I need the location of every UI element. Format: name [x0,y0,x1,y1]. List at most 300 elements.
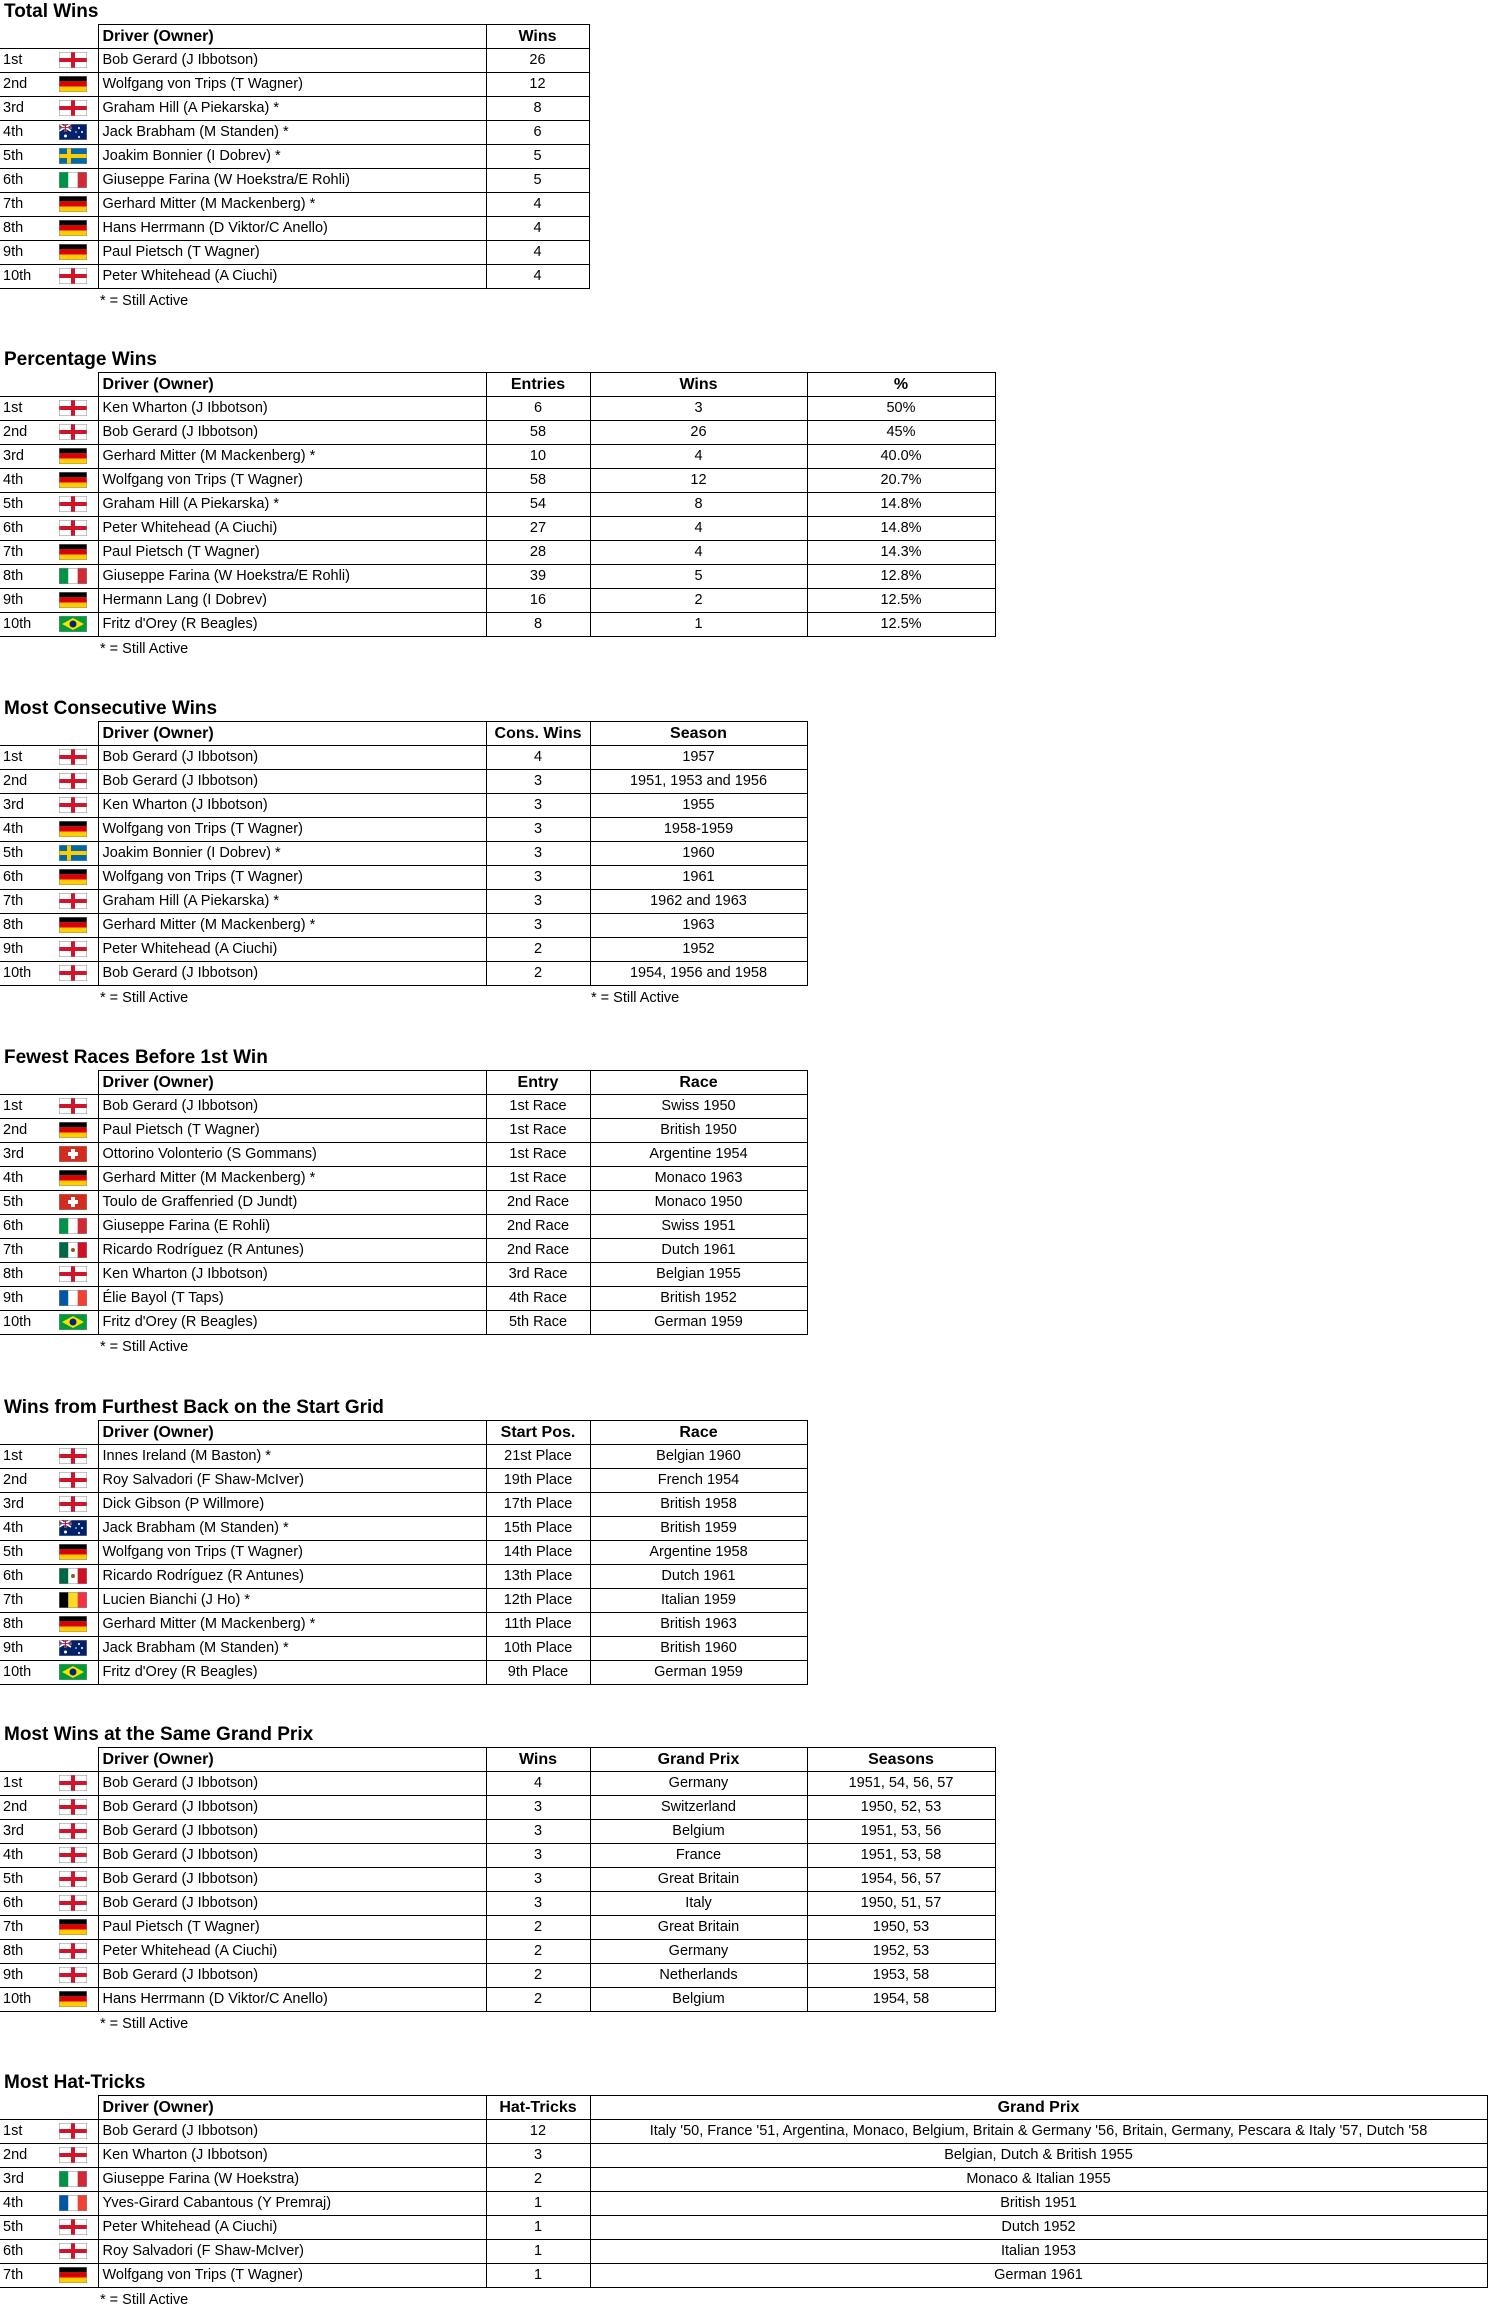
value-cell-wins: 3 [486,1820,590,1844]
value-cell-wins: 3 [590,397,807,421]
table-row [0,1772,995,1796]
position-cell: 5th [0,1191,49,1215]
value-cell-wins: 2 [486,1988,590,2012]
table-row [0,397,995,421]
value-cell-race: British 1959 [590,1517,807,1541]
value-cell-: 45% [807,421,995,445]
header-row [0,1421,807,1445]
italy-flag-icon [49,2168,98,2192]
germany-flag-icon [49,914,98,938]
table-row [0,2168,1487,2192]
driver-cell: Bob Gerard (J Ibbotson) [98,1964,486,1988]
driver-cell: Bob Gerard (J Ibbotson) [98,1868,486,1892]
england-flag-icon [49,794,98,818]
position-cell: 10th [0,962,49,986]
position-cell: 1st [0,746,49,770]
value-cell-wins: 2 [486,1940,590,1964]
germany-flag-icon [49,866,98,890]
value-cell-season: 1962 and 1963 [590,890,807,914]
table-row [0,866,807,890]
value-cell-start-pos: 11th Place [486,1613,590,1637]
england-flag-icon [49,1892,98,1916]
column-header-entries: Entries [486,373,590,397]
driver-cell: Bob Gerard (J Ibbotson) [98,421,486,445]
position-cell: 1st [0,49,49,73]
value-cell-seasons: 1952, 53 [807,1940,995,1964]
driver-cell: Wolfgang von Trips (T Wagner) [98,818,486,842]
value-cell-entries: 58 [486,421,590,445]
column-header-wins: Wins [486,1748,590,1772]
value-cell-wins: 5 [486,145,589,169]
value-cell-start-pos: 21st Place [486,1445,590,1469]
driver-cell: Peter Whitehead (A Ciuchi) [98,517,486,541]
header-blank [0,1421,98,1445]
column-header-driver-owner: Driver (Owner) [98,722,486,746]
table-row [0,1820,995,1844]
table-row [0,265,589,289]
column-header-driver-owner: Driver (Owner) [98,2096,486,2120]
value-cell-race: Belgian 1960 [590,1445,807,1469]
value-cell-seasons: 1950, 52, 53 [807,1796,995,1820]
position-cell: 3rd [0,1493,49,1517]
value-cell-wins: 8 [590,493,807,517]
table-row [0,1119,807,1143]
driver-cell: Bob Gerard (J Ibbotson) [98,1820,486,1844]
australia-flag-icon [49,121,98,145]
value-cell-: 12.5% [807,589,995,613]
position-cell: 7th [0,541,49,565]
driver-cell: Paul Pietsch (T Wagner) [98,1119,486,1143]
driver-cell: Giuseppe Farina (W Hoekstra) [98,2168,486,2192]
value-cell-race: German 1959 [590,1661,807,1685]
position-cell: 5th [0,493,49,517]
table-row [0,2144,1487,2168]
value-cell-start-pos: 19th Place [486,1469,590,1493]
australia-flag-icon [49,1637,98,1661]
switzerland-flag-icon [49,1191,98,1215]
driver-cell: Ken Wharton (J Ibbotson) [98,794,486,818]
section-fewest-races-before-1st-win [0,1046,807,1359]
column-header-wins: Wins [590,373,807,397]
header-blank [0,1071,98,1095]
value-cell-entry: 2nd Race [486,1215,590,1239]
driver-cell: Roy Salvadori (F Shaw-McIver) [98,2240,486,2264]
france-flag-icon [49,2192,98,2216]
table-row [0,1868,995,1892]
value-cell-cons-wins: 4 [486,746,590,770]
position-cell: 3rd [0,1143,49,1167]
germany-flag-icon [49,217,98,241]
position-cell: 7th [0,1239,49,1263]
driver-cell: Paul Pietsch (T Wagner) [98,1916,486,1940]
value-cell-grand-prix: Great Britain [590,1868,807,1892]
value-cell-hat-tricks: 12 [486,2120,590,2144]
germany-flag-icon [49,1541,98,1565]
value-cell-race: British 1952 [590,1287,807,1311]
section-percentage-wins [0,348,995,661]
position-cell: 10th [0,265,49,289]
driver-cell: Ottorino Volonterio (S Gommans) [98,1143,486,1167]
stats-table [0,24,590,289]
position-cell: 2nd [0,770,49,794]
value-cell-hat-tricks: 2 [486,2168,590,2192]
position-cell: 4th [0,121,49,145]
table-row [0,1095,807,1119]
value-cell-grand-prix: German 1961 [590,2264,1487,2288]
value-cell-grand-prix: Belgian, Dutch & British 1955 [590,2144,1487,2168]
value-cell-race: Monaco 1950 [590,1191,807,1215]
france-flag-icon [49,1287,98,1311]
england-flag-icon [49,2216,98,2240]
driver-cell: Wolfgang von Trips (T Wagner) [98,866,486,890]
value-cell-start-pos: 12th Place [486,1589,590,1613]
table-row [0,1311,807,1335]
table-row [0,914,807,938]
section-title: Most Hat-Tricks [4,2072,146,2093]
table-row [0,1565,807,1589]
germany-flag-icon [49,818,98,842]
driver-cell: Giuseppe Farina (E Rohli) [98,1215,486,1239]
value-cell-season: 1960 [590,842,807,866]
england-flag-icon [49,746,98,770]
position-cell: 2nd [0,1796,49,1820]
still-active-note: * = Still Active [591,990,680,1006]
value-cell-: 12.5% [807,613,995,637]
position-cell: 7th [0,890,49,914]
value-cell-season: 1954, 1956 and 1958 [590,962,807,986]
england-flag-icon [49,1095,98,1119]
value-cell-hat-tricks: 1 [486,2192,590,2216]
england-flag-icon [49,97,98,121]
position-cell: 5th [0,2216,49,2240]
value-cell-wins: 5 [590,565,807,589]
column-header-wins: Wins [486,25,589,49]
brazil-flag-icon [49,1661,98,1685]
value-cell-entries: 27 [486,517,590,541]
column-header-driver-owner: Driver (Owner) [98,373,486,397]
still-active-note: * = Still Active [100,2016,189,2032]
header-row [0,722,807,746]
position-cell: 4th [0,1167,49,1191]
value-cell-seasons: 1954, 56, 57 [807,1868,995,1892]
position-cell: 5th [0,842,49,866]
value-cell-season: 1963 [590,914,807,938]
italy-flag-icon [49,1215,98,1239]
table-row [0,770,807,794]
table-row [0,818,807,842]
position-cell: 8th [0,1263,49,1287]
driver-cell: Jack Brabham (M Standen) * [98,1517,486,1541]
header-row [0,1748,995,1772]
driver-cell: Bob Gerard (J Ibbotson) [98,770,486,794]
header-row [0,1071,807,1095]
table-row [0,565,995,589]
value-cell-: 14.3% [807,541,995,565]
table-row [0,2240,1487,2264]
value-cell-wins: 4 [486,265,589,289]
driver-cell: Roy Salvadori (F Shaw-McIver) [98,1469,486,1493]
position-cell: 2nd [0,73,49,97]
germany-flag-icon [49,1167,98,1191]
table-row [0,589,995,613]
value-cell-season: 1952 [590,938,807,962]
value-cell-entries: 54 [486,493,590,517]
value-cell-entry: 4th Race [486,1287,590,1311]
value-cell-start-pos: 15th Place [486,1517,590,1541]
driver-cell: Ken Wharton (J Ibbotson) [98,2144,486,2168]
value-cell-season: 1961 [590,866,807,890]
driver-cell: Giuseppe Farina (W Hoekstra/E Rohli) [98,565,486,589]
value-cell-start-pos: 14th Place [486,1541,590,1565]
england-flag-icon [49,49,98,73]
table-row [0,1493,807,1517]
position-cell: 3rd [0,2168,49,2192]
value-cell-start-pos: 9th Place [486,1661,590,1685]
driver-cell: Bob Gerard (J Ibbotson) [98,49,486,73]
mexico-flag-icon [49,1565,98,1589]
value-cell-hat-tricks: 3 [486,2144,590,2168]
header-row [0,25,589,49]
driver-cell: Bob Gerard (J Ibbotson) [98,746,486,770]
value-cell-hat-tricks: 1 [486,2216,590,2240]
value-cell-race: Swiss 1950 [590,1095,807,1119]
value-cell-entry: 2nd Race [486,1191,590,1215]
header-blank [0,373,98,397]
value-cell-seasons: 1951, 53, 56 [807,1820,995,1844]
position-cell: 7th [0,1589,49,1613]
table-row [0,746,807,770]
driver-cell: Peter Whitehead (A Ciuchi) [98,265,486,289]
driver-cell: Graham Hill (A Piekarska) * [98,890,486,914]
driver-cell: Wolfgang von Trips (T Wagner) [98,469,486,493]
table-row [0,145,589,169]
section-most-wins-at-the-same-grand-prix [0,1723,995,2036]
value-cell-season: 1951, 1953 and 1956 [590,770,807,794]
position-cell: 3rd [0,97,49,121]
driver-cell: Toulo de Graffenried (D Jundt) [98,1191,486,1215]
driver-cell: Lucien Bianchi (J Ho) * [98,1589,486,1613]
table-row [0,613,995,637]
table-row [0,97,589,121]
value-cell-grand-prix: Dutch 1952 [590,2216,1487,2240]
value-cell-grand-prix: Italy [590,1892,807,1916]
position-cell: 3rd [0,1820,49,1844]
position-cell: 4th [0,818,49,842]
stats-table [0,1747,996,2012]
table-row [0,1964,995,1988]
driver-cell: Fritz d'Orey (R Beagles) [98,1311,486,1335]
column-header-seasons: Seasons [807,1748,995,1772]
position-cell: 10th [0,1988,49,2012]
column-header-driver-owner: Driver (Owner) [98,1071,486,1095]
position-cell: 2nd [0,1469,49,1493]
italy-flag-icon [49,565,98,589]
driver-cell: Paul Pietsch (T Wagner) [98,541,486,565]
value-cell-wins: 2 [486,1964,590,1988]
england-flag-icon [49,1263,98,1287]
value-cell-cons-wins: 3 [486,770,590,794]
table-row [0,469,995,493]
section-title: Most Consecutive Wins [4,698,218,719]
value-cell-entry: 2nd Race [486,1239,590,1263]
value-cell-: 14.8% [807,493,995,517]
header-row [0,2096,1487,2120]
position-cell: 9th [0,1964,49,1988]
table-row [0,1287,807,1311]
value-cell-entry: 1st Race [486,1143,590,1167]
value-cell-entries: 58 [486,469,590,493]
england-flag-icon [49,1445,98,1469]
table-row [0,1191,807,1215]
value-cell-cons-wins: 3 [486,818,590,842]
value-cell-race: Italian 1959 [590,1589,807,1613]
value-cell-start-pos: 10th Place [486,1637,590,1661]
position-cell: 4th [0,2192,49,2216]
table-row [0,445,995,469]
value-cell-wins: 5 [486,169,589,193]
position-cell: 1st [0,1095,49,1119]
value-cell-grand-prix: France [590,1844,807,1868]
value-cell-entry: 3rd Race [486,1263,590,1287]
belgium-flag-icon [49,1589,98,1613]
column-header-driver-owner: Driver (Owner) [98,1421,486,1445]
england-flag-icon [49,938,98,962]
driver-cell: Jack Brabham (M Standen) * [98,121,486,145]
position-cell: 7th [0,1916,49,1940]
value-cell-race: Dutch 1961 [590,1565,807,1589]
position-cell: 1st [0,1445,49,1469]
table-row [0,794,807,818]
section-most-hat-tricks [0,2071,1487,2312]
table-row [0,1892,995,1916]
table-row [0,1469,807,1493]
position-cell: 6th [0,2240,49,2264]
value-cell-cons-wins: 3 [486,914,590,938]
value-cell-season: 1955 [590,794,807,818]
stats-table [0,1070,808,1335]
position-cell: 4th [0,1517,49,1541]
driver-cell: Fritz d'Orey (R Beagles) [98,613,486,637]
driver-cell: Wolfgang von Trips (T Wagner) [98,73,486,97]
driver-cell: Bob Gerard (J Ibbotson) [98,2120,486,2144]
position-cell: 5th [0,1868,49,1892]
header-row [0,373,995,397]
england-flag-icon [49,1493,98,1517]
value-cell-grand-prix: Belgium [590,1988,807,2012]
germany-flag-icon [49,469,98,493]
driver-cell: Gerhard Mitter (M Mackenberg) * [98,1167,486,1191]
driver-cell: Hans Herrmann (D Viktor/C Anello) [98,217,486,241]
column-header-grand-prix: Grand Prix [590,2096,1487,2120]
position-cell: 9th [0,589,49,613]
value-cell-entry: 1st Race [486,1167,590,1191]
driver-cell: Bob Gerard (J Ibbotson) [98,1892,486,1916]
england-flag-icon [49,493,98,517]
position-cell: 5th [0,145,49,169]
value-cell-race: British 1950 [590,1119,807,1143]
table-row [0,1988,995,2012]
england-flag-icon [49,962,98,986]
column-header-entry: Entry [486,1071,590,1095]
mexico-flag-icon [49,1239,98,1263]
driver-cell: Peter Whitehead (A Ciuchi) [98,1940,486,1964]
position-cell: 9th [0,1637,49,1661]
value-cell-: 50% [807,397,995,421]
section-most-consecutive-wins [0,697,807,1010]
table-row [0,1517,807,1541]
table-row [0,1916,995,1940]
table-row [0,1844,995,1868]
value-cell-wins: 4 [486,1772,590,1796]
brazil-flag-icon [49,1311,98,1335]
position-cell: 10th [0,613,49,637]
driver-cell: Ken Wharton (J Ibbotson) [98,1263,486,1287]
table-row [0,493,995,517]
position-cell: 9th [0,1287,49,1311]
driver-cell: Wolfgang von Trips (T Wagner) [98,2264,486,2288]
table-row [0,1143,807,1167]
table-row [0,169,589,193]
england-flag-icon [49,1469,98,1493]
germany-flag-icon [49,2264,98,2288]
position-cell: 10th [0,1311,49,1335]
england-flag-icon [49,890,98,914]
driver-cell: Paul Pietsch (T Wagner) [98,241,486,265]
header-blank [0,1748,98,1772]
value-cell-race: Swiss 1951 [590,1215,807,1239]
germany-flag-icon [49,1613,98,1637]
value-cell-entry: 1st Race [486,1119,590,1143]
stats-table [0,372,996,637]
driver-cell: Bob Gerard (J Ibbotson) [98,1095,486,1119]
germany-flag-icon [49,193,98,217]
driver-cell: Peter Whitehead (A Ciuchi) [98,2216,486,2240]
germany-flag-icon [49,1916,98,1940]
driver-cell: Gerhard Mitter (M Mackenberg) * [98,445,486,469]
value-cell-entries: 6 [486,397,590,421]
value-cell-start-pos: 13th Place [486,1565,590,1589]
table-row [0,890,807,914]
position-cell: 8th [0,217,49,241]
column-header-driver-owner: Driver (Owner) [98,25,486,49]
section-wins-from-furthest-back-on-the-start-grid [0,1396,807,1685]
column-header-cons-wins: Cons. Wins [486,722,590,746]
position-cell: 9th [0,241,49,265]
table-row [0,1541,807,1565]
brazil-flag-icon [49,613,98,637]
driver-cell: Joakim Bonnier (I Dobrev) * [98,145,486,169]
still-active-note: * = Still Active [100,641,189,657]
value-cell-wins: 2 [590,589,807,613]
position-cell: 6th [0,866,49,890]
driver-cell: Yves-Girard Cabantous (Y Premraj) [98,2192,486,2216]
value-cell-entries: 28 [486,541,590,565]
table-row [0,1637,807,1661]
column-header-driver-owner: Driver (Owner) [98,1748,486,1772]
section-title: Percentage Wins [4,349,157,370]
driver-cell: Gerhard Mitter (M Mackenberg) * [98,193,486,217]
value-cell-wins: 4 [486,217,589,241]
position-cell: 8th [0,565,49,589]
header-blank [0,25,98,49]
section-total-wins [0,0,589,313]
table-row [0,962,807,986]
value-cell-wins: 26 [486,49,589,73]
value-cell-wins: 26 [590,421,807,445]
column-header-: % [807,373,995,397]
value-cell-wins: 6 [486,121,589,145]
value-cell-seasons: 1954, 58 [807,1988,995,2012]
